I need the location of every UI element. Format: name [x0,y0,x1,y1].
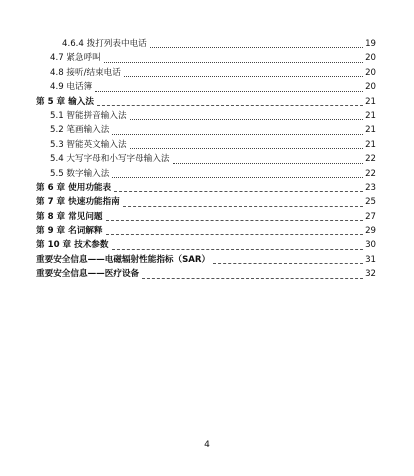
toc-entry-page: 31 [365,254,376,265]
toc-entry-page: 21 [365,96,376,107]
toc-entry-page: 22 [365,168,376,179]
dash-leader [114,191,363,192]
toc-entry [36,167,376,181]
toc-entry-label: 5.5 数字输入法 [50,168,110,179]
toc-chapter-entry [36,181,376,195]
toc-chapter-entry [36,267,376,281]
toc-entry-page: 20 [365,53,376,64]
dash-leader [112,249,364,250]
toc-entry-label: 第 8 章 常见问题 [36,211,103,222]
toc-entry-label: 第 6 章 使用功能表 [36,182,112,193]
dot-leader [112,177,363,178]
dot-leader [130,148,364,149]
toc-chapter-entry [36,195,376,209]
toc-entry [36,37,376,51]
dash-leader [106,220,364,221]
dot-leader [104,62,363,63]
toc-entry-label: 4.8 接听/结束电话 [50,67,121,78]
toc-entry [36,152,376,166]
toc-entry-page: 30 [365,240,376,251]
toc-entry [36,123,376,137]
toc-entry-label: 第 7 章 快速功能指南 [36,197,120,208]
dash-leader [106,234,364,235]
toc-chapter-entry [36,95,376,109]
toc-entry [36,138,376,152]
toc-entry [36,66,376,80]
dot-leader [173,163,364,164]
toc-entry-label: 4.6.4 拨打列表中电话 [62,38,147,49]
toc-entry-label: 4.9 电话簿 [50,82,93,93]
toc-chapter-entry [36,253,376,267]
toc-entry-label: 第 5 章 输入法 [36,96,94,107]
toc-entry-page: 27 [365,211,376,222]
toc-entry-label: 5.2 笔画输入法 [50,125,110,136]
toc-chapter-entry [36,210,376,224]
dash-leader [123,206,363,207]
toc-entry [36,51,376,65]
toc-entry-page: 21 [365,139,376,150]
toc-entry [36,109,376,123]
toc-entry [36,80,376,94]
toc-entry-label: 5.3 智能英文输入法 [50,139,127,150]
toc-entry-label: 第 9 章 名词解释 [36,226,103,237]
dot-leader [150,47,363,48]
dash-leader [97,105,363,106]
toc-entry-page: 32 [365,269,376,280]
table-of-contents [36,37,376,282]
dot-leader [124,76,363,77]
dot-leader [130,119,364,120]
dot-leader [112,134,363,135]
toc-entry-page: 22 [365,154,376,165]
toc-entry-label: 5.1 智能拼音输入法 [50,110,127,121]
dot-leader [95,91,363,92]
toc-entry-page: 20 [365,82,376,93]
toc-entry-page: 21 [365,110,376,121]
toc-entry-label: 第 10 章 技术参数 [36,240,109,251]
page-number: 4 [204,440,210,450]
toc-entry-page: 25 [365,197,376,208]
toc-entry-page: 20 [365,67,376,78]
toc-chapter-entry [36,238,376,252]
toc-entry-page: 19 [365,38,376,49]
toc-entry-label: 重要安全信息——医疗设备 [36,269,140,280]
toc-entry-page: 21 [365,125,376,136]
toc-entry-page: 29 [365,226,376,237]
toc-entry-label: 5.4 大写字母和小写字母输入法 [50,154,170,165]
toc-chapter-entry [36,224,376,238]
toc-entry-page: 23 [365,182,376,193]
dash-leader [142,278,363,279]
toc-entry-label: 重要安全信息——电磁辐射性能指标（SAR） [36,254,211,265]
toc-entry-label: 4.7 紧急呼叫 [50,53,101,64]
dash-leader [213,263,363,264]
